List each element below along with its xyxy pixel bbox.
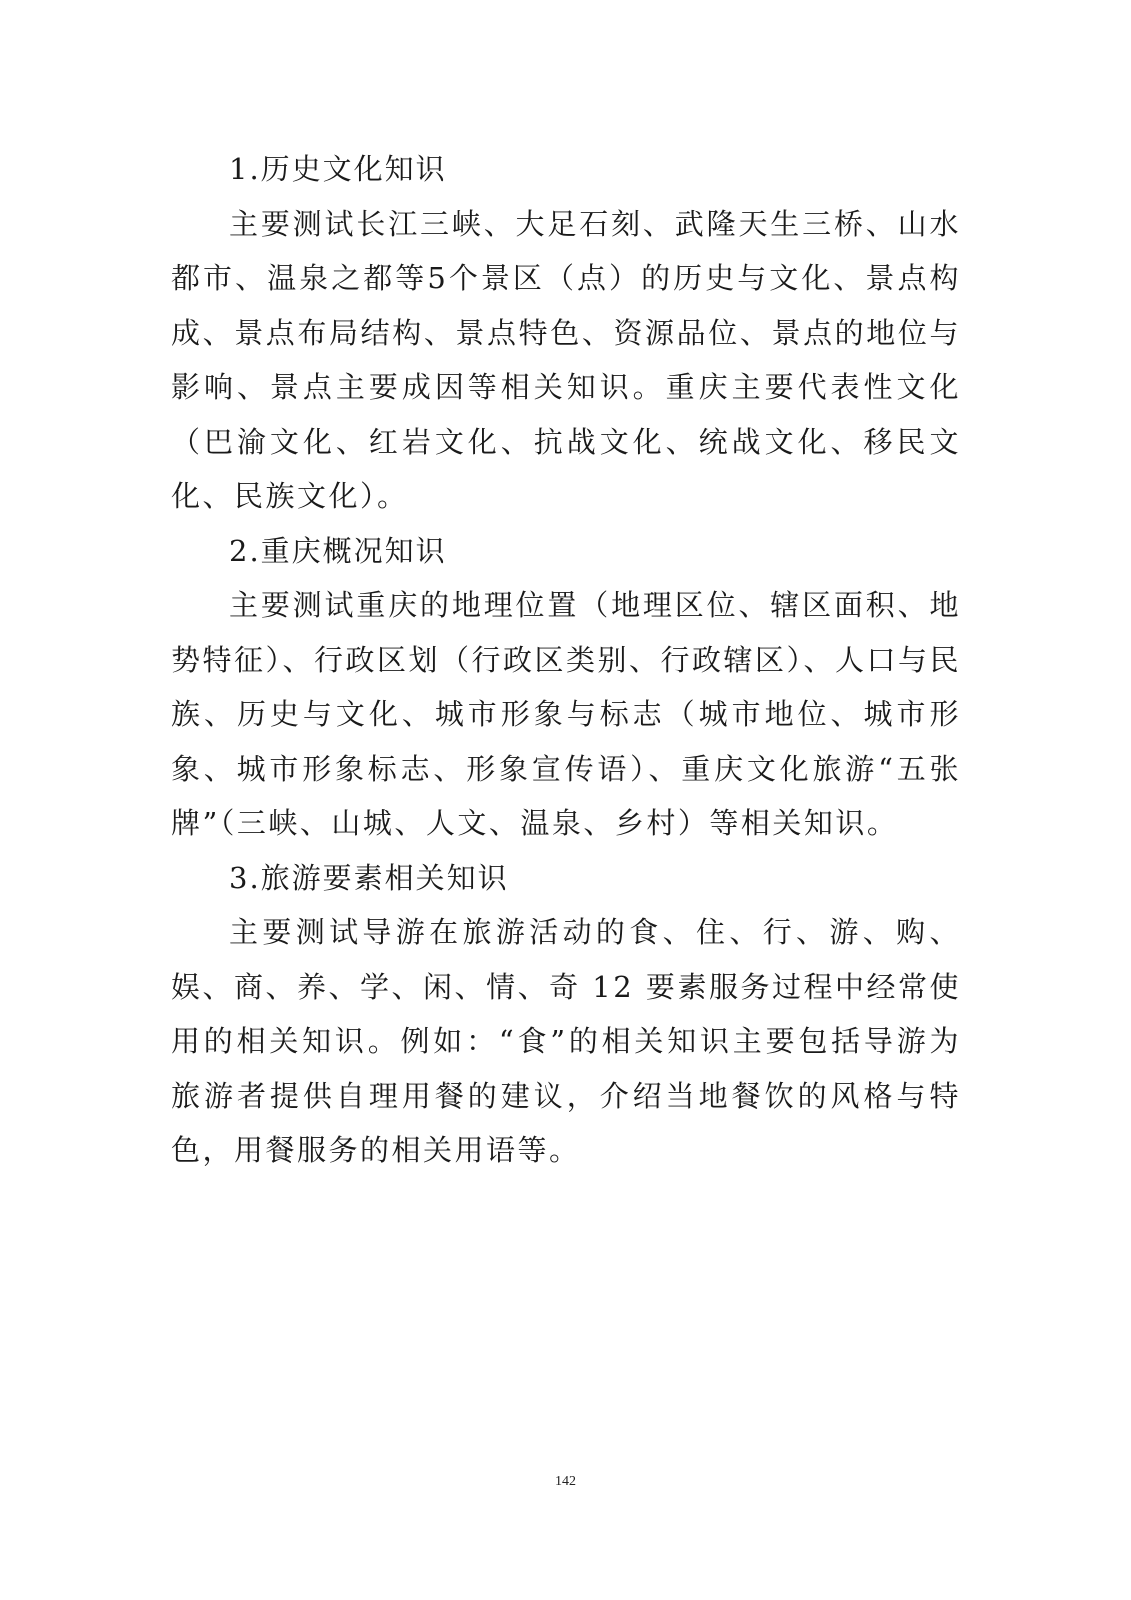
page-content [171, 142, 961, 1178]
section-heading-history-culture: 1.历史文化知识 [229, 152, 447, 186]
section-body-history-culture: 主要测试长江三峡、大足石刻、武隆天生三桥、山水都市、温泉之都等5个景区（点）的历史与文化、景点构成、景点布局结构、景点特色、资源品位、景点的地位与影响、景点主要成因等相关知识。重庆主要代表性文化（巴渝文化、红岩文化、抗战文化、统战文化、移民文化、民族文化）。 [171, 206, 961, 513]
section-heading-chongqing-overview: 2.重庆概况知识 [229, 533, 447, 568]
section-body-chongqing-overview: 主要测试重庆的地理位置（地理区位、辖区面积、地势特征）、行政区划（行政区类别、行政辖区）、人口与民族、历史与文化、城市形象与标志（城市地位、城市形象、城市形象标志、形象宣传语）、重庆文化旅游“五张牌”（三峡、山城、人文、温泉、乡村）等相关知识。 [171, 588, 962, 840]
section-heading-tourism-elements: 3.旅游要素相关知识 [229, 860, 509, 895]
section-body-tourism-elements: 主要测试导游在旅游活动的食、住、行、游、购、娱、商、养、学、闲、情、奇 12 要素服务过程中经常使用的相关知识。例如：“食”的相关知识主要包括导游为旅游者提供自理用餐的建议，介绍当地餐饮的风格与特色，用餐服务的相关用语等。 [171, 915, 961, 1167]
page-number: 142 [555, 1474, 576, 1489]
